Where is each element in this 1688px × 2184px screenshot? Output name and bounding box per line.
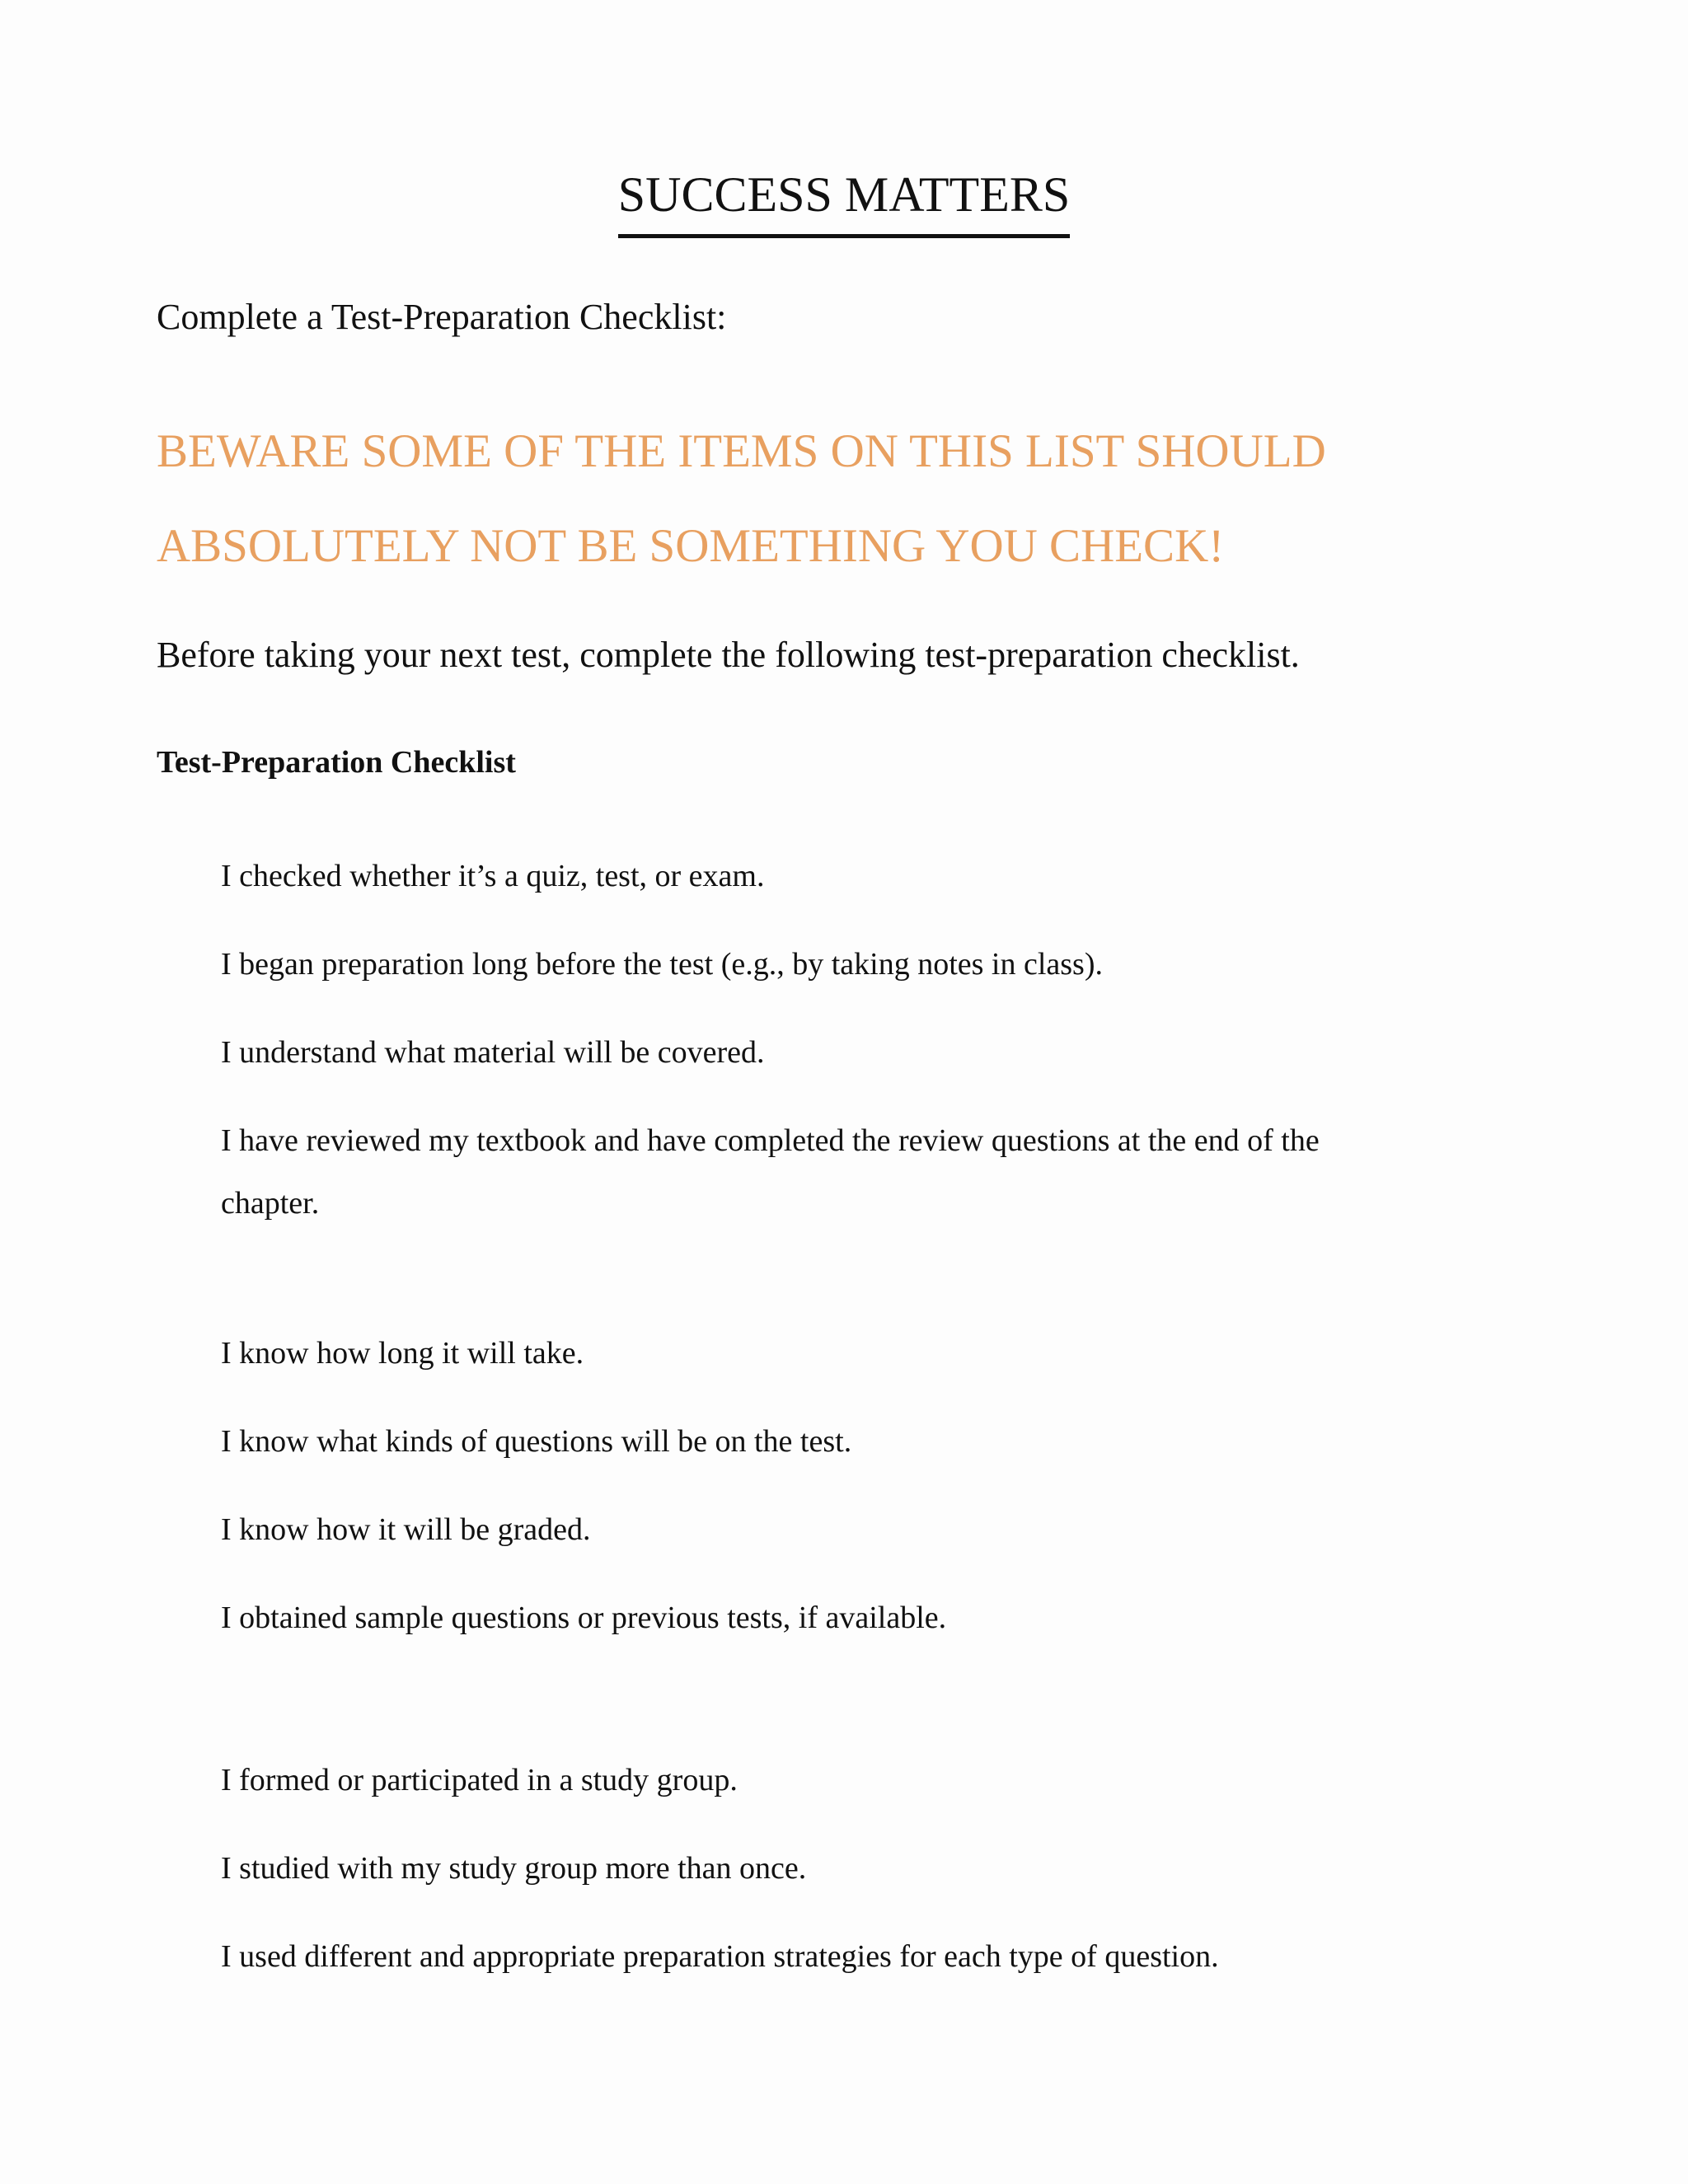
checklist-item: I have reviewed my textbook and have completed the review questions at the end of the — [221, 1123, 1320, 1158]
warning-line-1: BEWARE SOME OF THE ITEMS ON THIS LIST SHOULD — [157, 425, 1326, 477]
checklist-item: I know what kinds of questions will be on the test. — [221, 1424, 852, 1459]
warning-line-2: ABSOLUTELY NOT BE SOMETHING YOU CHECK! — [157, 520, 1225, 572]
checklist-item: I obtained sample questions or previous tests, if available. — [221, 1601, 947, 1635]
checklist-item: I know how long it will take. — [221, 1336, 584, 1371]
checklist-item-continuation: chapter. — [221, 1186, 320, 1221]
checklist-item: I used different and appropriate preparation strategies for each type of question. — [221, 1939, 1219, 1974]
checklist-item: I understand what material will be covered. — [221, 1035, 765, 1070]
checklist-item: I know how it will be graded. — [221, 1512, 591, 1547]
checklist-item: I studied with my study group more than once. — [221, 1851, 807, 1886]
instructions-text: Before taking your next test, complete the following test-preparation checklist. — [157, 635, 1300, 675]
intro-text: Complete a Test-Preparation Checklist: — [157, 297, 727, 337]
warning-block — [157, 404, 1574, 593]
checklist-item: I checked whether it’s a quiz, test, or exam. — [221, 859, 765, 893]
checklist-item: I began preparation long before the test (e.g., by taking notes in class). — [221, 947, 1103, 982]
checklist-heading: Test-Preparation Checklist — [157, 745, 516, 780]
page-title — [0, 162, 1688, 238]
checklist-item: I formed or participated in a study group. — [221, 1763, 738, 1797]
title-text: SUCCESS MATTERS — [618, 162, 1071, 238]
